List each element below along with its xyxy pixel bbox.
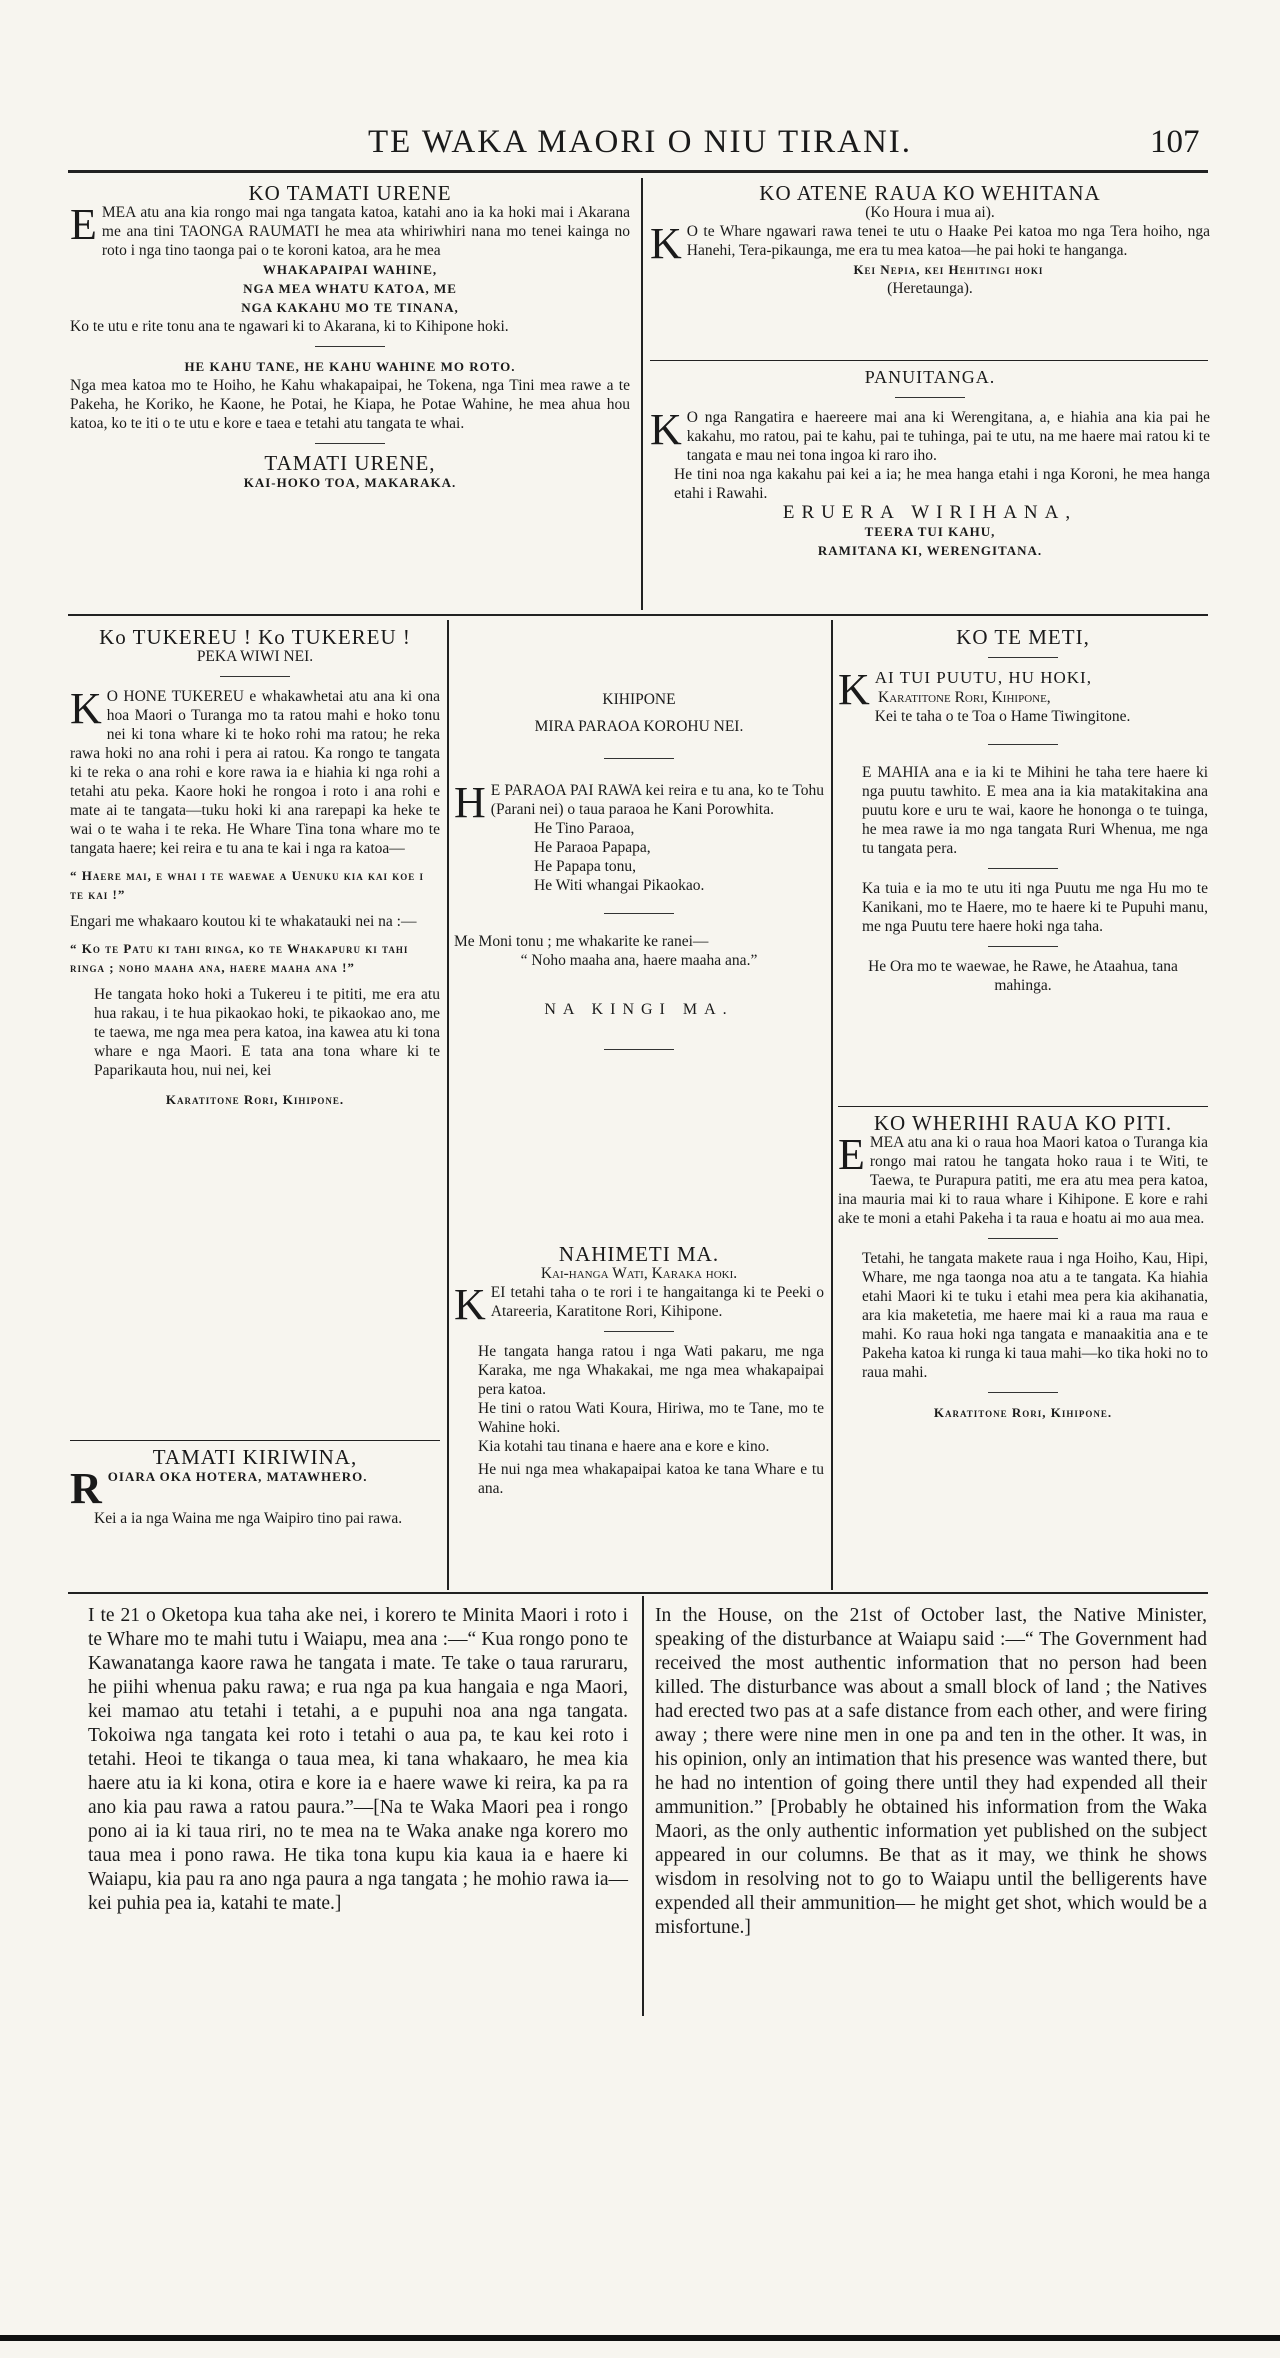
drop-cap: K — [650, 405, 682, 454]
drop-cap: H — [454, 778, 486, 827]
list-item: He Papapa tonu, — [534, 858, 637, 875]
section-rule — [838, 1106, 1208, 1107]
ad-text: Tetahi, he tangata makete raua i nga Hoiho, Kau, Hipi, Whare, me nga taonga noa atu a te tangata. Ka hiahia etahi Maori ki te tuku i etahi mea pera kia akihanatia, ara kia maketetia, me haere mai ki a raua ma raua e mahi. Ko raua hoki nga tangata e manaakitia ana e te Pakeha katoa ki runga ki taua mahi—ko tika hoki no to raua mahi. — [862, 1250, 1208, 1381]
ad-text: OIARA OKA HOTERA, MATAWHERO. — [107, 1469, 368, 1484]
maori-article: I te 21 o Oketopa kua taha ake nei, i korero te Minita Maori i roto i te Whare mo te mahi tutu i Waiapu, mea ana :—“ Kua rongo pono te Kawanatanga kaore rawa he tangata i mate. Te take o taua raruraru, he piihi whenua paku rawa; e rua nga pa kua hangaia e nga Maori, kei mamao atu tetahi i tetahi, a e pupuhi noa ana nga tangata. Tokoiwa nga tangata kei roto i tetahi o aua pa, te kau kei roto i tetahi. Heoi te tikanga o taua mea, ki tana whakaaro, he mea kia haere atu ia ki kona, otira e kore ia e haere wawe ki reira, ka pa ra ano kia pau rawa a ratou paura.”—[Na te Waka Maori pea i rongo pono ai ia ki taua riri, no te mea na te Waka anake nga korero mo taua mea i pono rawa. He tika tona kupu kia kaua ia e haere ki Waiapu, kia pau ra ano nga paura a nga tangata ; he mohio rawa ia—kei puhia pea ia, katahi te mate.] — [88, 1605, 628, 1914]
ad-subtitle: (Ko Houra i mua ai). — [865, 204, 995, 221]
divider — [895, 397, 965, 398]
ad-title: KO ATENE RAUA KO WEHITANA — [759, 181, 1101, 205]
page-number: 107 — [1150, 124, 1200, 160]
drop-cap: K — [838, 665, 870, 714]
ad-text: O te Whare ngawari rawa tenei te utu o Haake Pei katoa mo nga Tera hoiho, nga Hanehi, Tera-pikaunga, me era tu mea katoa—he pai hoki te hanganga. — [686, 223, 1210, 259]
mid-divider-right — [831, 620, 833, 1590]
list-item: He Tino Paraoa, — [534, 820, 635, 837]
ad-line: NGA MEA WHATU KATOA, ME — [243, 281, 457, 296]
list-item: He Witi whangai Pikaokao. — [534, 877, 705, 894]
ad-text: He Ora mo te waewae, he Rawe, he Ataahua, tana mahinga. — [868, 958, 1178, 994]
ad-text: O nga Rangatira e haereere mai ana ki Werengitana, a, e hiahia ana kia pai he kakahu, mo ratou, pai te kahu, pai te tuhinga, pai te utu, na me haere mai ratou ki te tangata e mau nei tona ingoa ki raro iho. — [686, 409, 1210, 464]
ad-signature: TAMATI URENE, — [264, 451, 436, 475]
ad-title: TAMATI KIRIWINA, — [152, 1445, 358, 1469]
tamati-urene-ad — [70, 181, 630, 492]
article-divider — [642, 1596, 644, 2016]
ad-body — [454, 1280, 824, 1329]
ad-title: KO TAMATI URENE — [248, 181, 452, 205]
ad-line: WHAKAPAIPAI WAHINE, — [262, 262, 438, 277]
scan-edge — [0, 2335, 1280, 2341]
ad-signature-sub: KAI-HOKO TOA, MAKARAKA. — [243, 475, 457, 490]
panuitanga-ad — [650, 368, 1210, 560]
divider — [604, 1331, 674, 1332]
ad-text: Kia kotahi tau tinana e haere ana e kore e kino. — [478, 1438, 770, 1455]
ad-text: Ko te utu e rite tonu ana te ngawari ki to Akarana, ki to Kihipone hoki. — [70, 318, 509, 335]
ad-signature: NA KINGI MA. — [544, 1001, 734, 1018]
ad-signature: ERUERA WIRIHANA, — [782, 502, 1078, 523]
ad-title: PANUITANGA. — [864, 367, 996, 387]
ad-text: He tini noa nga kakahu pai kei a ia; he mea hanga etahi i nga Koroni, he mea hanga etahi i Rawahi. — [674, 466, 1210, 502]
row-rule — [68, 614, 1208, 616]
ad-text: O HONE TUKEREU e whakawhetai atu ana ki ona hoa Maori o Turanga mo ta ratou mahi e hoko tonu nei ki tona whare ki te hoko rohi ma ratou; he reka rawa hoki no ana rohi i pera ai ratou. Ka rongo te tangata ki te reka o ana rohi e kore rawa ia e hiahia ki nga rohi a tetahi atu peka. Kaore hoki he rongoa i roto i ana rohi e mate ai te tangata—tuku hoki ki ana rarepapi ka heke te wai o te waha i te reka. He Whare Tina tona whare mo te tangata haere; kei reira e tu ana te kai i nga ra katoa— — [70, 688, 440, 857]
ad-place: (Heretaunga). — [887, 280, 973, 297]
divider — [988, 744, 1058, 745]
ad-text: EI tetahi taha o te rori i te hangaitanga ki te Peeki o Atareeria, Karatitone Rori, Kihipone. — [490, 1284, 824, 1320]
ad-line: NGA KAKAHU MO TE TINANA, — [241, 300, 459, 315]
ad-text: “ Noho maaha ana, haere maaha ana.” — [520, 952, 758, 969]
ad-text: He tangata hanga ratou i nga Wati pakaru, me nga Karaka, me nga Whakakai, me nga mea whakapaipai pera katoa. — [478, 1343, 824, 1398]
kihipone-ad — [454, 690, 824, 1080]
ad-body — [650, 405, 1210, 465]
drop-cap: E — [70, 200, 97, 249]
ad-body — [70, 1464, 440, 1513]
ad-text: He nui nga mea whakapaipai katoa ke tana Whare e tu ana. — [478, 1461, 824, 1497]
ad-text: MEA atu ana kia rongo mai nga tangata katoa, katahi ano ia ka hoki mai i Akarana me ana tini TAONGA RAUMATI he mea ata whiriwhiri nana mo tenei kainga no roto i nga tino taonga pai o te koroni katoa, ara he mea — [101, 204, 630, 259]
ad-body — [70, 684, 440, 858]
drop-cap: K — [70, 684, 102, 733]
page-title: TE WAKA MAORI O NIU TIRANI. — [367, 124, 913, 160]
drop-cap: E — [838, 1130, 865, 1179]
row-rule — [68, 1592, 1208, 1594]
ad-title: Ko TUKEREU ! Ko TUKEREU ! — [99, 625, 411, 649]
ad-title: KO TE METI, — [956, 625, 1090, 649]
section-rule — [70, 1440, 440, 1441]
drop-cap: K — [454, 1280, 486, 1329]
divider — [604, 913, 674, 914]
kiriwina-ad — [70, 1445, 440, 1528]
ad-body — [838, 1130, 1208, 1228]
atene-ad — [650, 181, 1210, 298]
ad-place: Karatitone Rori, Kihipone. — [165, 1092, 345, 1107]
ad-text: E PARAOA PAI RAWA kei reira e tu ana, ko te Tohu (Parani nei) o taua paraoa he Kani Porowhita. — [490, 782, 824, 818]
ad-title: KO WHERIHI RAUA KO PITI. — [873, 1111, 1173, 1135]
ad-subtitle: PEKA WIWI NEI. — [196, 648, 314, 665]
english-article: In the House, on the 21st of October last, the Native Minister, speaking of the disturbance at Waiapu said :—“ The Government had received the most authentic information that no person had been killed. The disturbance was about a small block of land ; the Natives had erected two pas at a safe distance from each other, and were firing away ; there were nine men in one pa and ten in the other. It was, in his opinion, only an intimation that his presence was wanted there, but he had no intention of going there until they had expended all their ammunition.” [Probably he obtained his information from the Waka Maori, as the only authentic information yet published on the subject appeared in our columns. Be that as it may, we think he shows wisdom in resolving not to go to Waiapu until the belligerents have expended all their ammunition— he might get shot, which would be a misfortune.] — [655, 1605, 1207, 1938]
ad-text: E MAHIA ana e ia ki te Mihini he taha tere haere ki nga puutu tawhito. E mea ana ia kia matakitakina ana puutu kore e uru te wai, kaore he hononga o te tuinga, he mea rawe ia mo nga tangata Ruri Whenua, me nga tu tangata pera. — [862, 764, 1208, 857]
product-list — [534, 819, 824, 895]
divider — [220, 676, 290, 677]
ad-text: AI TUI PUUTU, HU HOKI, — [874, 668, 1092, 687]
ad-quote: “ Haere mai, e whai i te waewae a Uenuku kia kai koe i te kai !” — [70, 868, 425, 902]
ad-subhead: HE KAHU TANE, HE KAHU WAHINE MO ROTO. — [184, 359, 516, 374]
ad-body — [650, 219, 1210, 268]
drop-cap: R — [70, 1464, 103, 1513]
meti-ad — [838, 625, 1208, 995]
divider — [315, 346, 385, 347]
divider — [988, 1392, 1058, 1393]
header-rule — [68, 170, 1208, 173]
top-column-divider — [641, 178, 643, 610]
section-rule — [650, 360, 1208, 361]
ad-body — [454, 778, 824, 827]
mid-divider-left — [447, 620, 449, 1590]
ad-body — [70, 200, 630, 260]
ad-title: KIHIPONE — [602, 691, 676, 708]
ad-signature-sub: RAMITANA KI, WERENGITANA. — [817, 543, 1043, 558]
tukereu-ad — [70, 625, 440, 1109]
nahimeti-ad — [454, 1242, 824, 1498]
ad-subtitle: Kai-hanga Wati, Karaka hoki. — [540, 1265, 738, 1282]
ad-subtitle: MIRA PARAOA KOROHU NEI. — [534, 718, 744, 735]
ad-title: NAHIMETI MA. — [558, 1242, 720, 1266]
divider — [988, 868, 1058, 869]
ad-signature-sub: TEERA TUI KAHU, — [864, 524, 996, 539]
ad-text: Engari me whakaaro koutou ki te whakatauki nei na :— — [70, 913, 417, 930]
ad-text: Nga mea katoa mo te Hoiho, he Kahu whakapaipai, he Tokena, nga Tini mea rawe a te Pakeha, he Koriko, he Kaone, he Potai, he Kiapa, he Potae Wahine, he mea ahua hou katoa, ko te iti o te utu e kore e taea e tetahi atu tangata te whai. — [70, 377, 630, 432]
ad-quote: “ Ko te Patu ki tahi ringa, ko te Whakapuru ki tahi ringa ; noho maaha ana, haere maaha ana !” — [70, 941, 409, 975]
divider — [988, 1238, 1058, 1239]
divider — [988, 657, 1058, 658]
ad-text: He tini o ratou Wati Koura, Hiriwa, mo te Tane, mo te Wahine hoki. — [478, 1400, 824, 1436]
ad-place: Karatitone Rori, Kihipone. — [933, 1405, 1113, 1420]
drop-cap: K — [650, 219, 682, 268]
list-item: He Paraoa Papapa, — [534, 839, 651, 856]
ad-text: MEA atu ana ki o raua hoa Maori katoa o Turanga kia rongo mai ratou he tangata hoko raua i te Witi, te Taewa, te Purapura patiti, me era atu mea pera katoa, ina mauria mai ki to raua whare i Kihipone. E kore e rahi ake te moni a etahi Pakeha i ta raua e hoatu ai mo aua mea. — [838, 1134, 1208, 1227]
divider — [604, 758, 674, 759]
ad-text: Me Moni tonu ; me whakarite ke ranei— — [454, 933, 709, 950]
ad-text: He tangata hoko hoki a Tukereu i te pititi, me era atu hua rakau, i te hua pikaokao hoki, te pikaokao ano, me te taewa, me nga mea pera katoa, ina kawea atu ki tona whare e nga Maori. E tata ana tona whare ki te Paparikauta hou, nui nei, kei — [94, 986, 440, 1079]
wherihi-ad — [838, 1111, 1208, 1422]
ad-place: Kei Nepia, kei Hehitingi hoki — [853, 262, 1044, 277]
ad-text: Kei a ia nga Waina me nga Waipiro tino pai rawa. — [94, 1510, 403, 1527]
divider — [988, 946, 1058, 947]
divider — [315, 443, 385, 444]
ad-sub: Karatitone Rori, Kihipone, — [878, 689, 1051, 706]
ad-text: Ka tuia e ia mo te utu iti nga Puutu me nga Hu mo te Kanikani, mo te Haere, mo te haere ki te Pupuhi manu, me nga Puutu tere haere hoki nga taha. — [862, 880, 1208, 935]
divider — [604, 1049, 674, 1050]
ad-sub: Kei te taha o te Toa o Hame Tiwingitone. — [874, 708, 1131, 725]
